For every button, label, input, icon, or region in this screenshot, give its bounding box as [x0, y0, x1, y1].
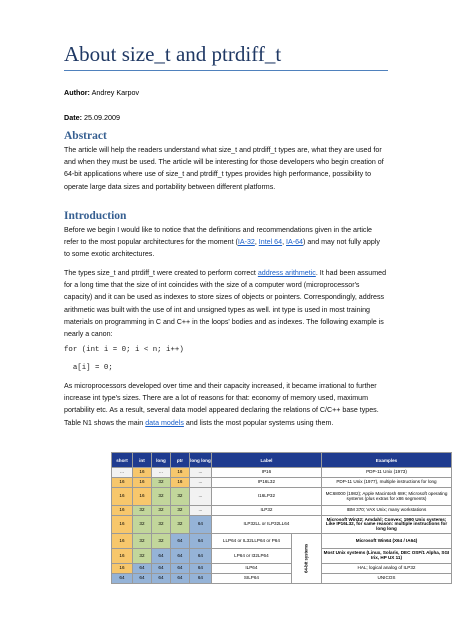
- intro-text: ,: [254, 238, 259, 247]
- model-label-cell: IP16: [211, 468, 321, 478]
- size-cell: 16: [112, 506, 133, 516]
- header-label: Label: [211, 453, 321, 468]
- link-ia64[interactable]: IA-64: [286, 238, 303, 247]
- size-cell: 64: [189, 549, 211, 564]
- size-cell: 16: [132, 478, 151, 488]
- size-cell: 16: [112, 488, 133, 506]
- abstract-heading: Abstract: [64, 130, 107, 142]
- title-underline: [64, 70, 388, 71]
- abstract-line: 64-bit applications where use of size_t and ptrdiff_t types provides high performance, possibility to: [64, 170, 372, 179]
- model-label-cell: ILP32LL or ILP32LL64: [211, 516, 321, 534]
- intro-line: nearly a canon:: [64, 330, 113, 339]
- header-examples: Examples: [321, 453, 451, 468]
- table-row: [112, 564, 452, 574]
- header-long: long: [151, 453, 170, 468]
- intro-paragraph-1: [64, 224, 394, 261]
- link-intel64[interactable]: Intel 64: [258, 238, 283, 247]
- intro-text: . It had been assumed: [315, 269, 387, 277]
- table-row: [112, 549, 452, 564]
- abstract-line: The article will help the readers understand what size_t and ptrdiff_t types are, what they are used for: [64, 146, 382, 154]
- examples-cell: HAL; logical analog of ILP32: [321, 564, 451, 574]
- size-cell: 16: [112, 534, 133, 549]
- intro-text: refer to the most popular architectures for the moment (: [64, 238, 238, 247]
- size-cell: 64: [189, 516, 211, 534]
- examples-cell: Microsoft Win32; Amdahl; Convex; 1990 Unix systems; Like IP16L32, for same reason: multiple instructions for long long: [321, 516, 451, 534]
- abstract-line: operate large data sizes and portability between different platforms.: [64, 182, 276, 191]
- intro-text: The types size_t and ptrdiff_t were created to perform correct: [64, 269, 258, 277]
- table-row: [112, 468, 452, 478]
- link-address-arithmetic[interactable]: address arithmetic: [257, 269, 316, 277]
- link-data-models[interactable]: data models: [145, 418, 184, 427]
- intro-line: arithmetic was built with the use of int and unsigned types as well. int type is used in most training: [64, 305, 370, 314]
- examples-cell: IBM 370; VAX Unix; many workstations: [321, 506, 451, 516]
- size-cell: 16: [132, 468, 151, 478]
- size-cell: 16: [112, 564, 133, 574]
- size-cell: 32: [132, 516, 151, 534]
- size-cell: 32: [151, 506, 170, 516]
- intro-line: Before we begin I would like to notice that the definitions and recommendations given in the article: [64, 226, 372, 234]
- size-cell: 32: [132, 534, 151, 549]
- size-cell: 32: [151, 516, 170, 534]
- size-cell: 16: [170, 468, 189, 478]
- size-cell: 16: [112, 516, 133, 534]
- code-line: for (int i = 0; i < n; i++): [64, 346, 184, 354]
- table-row: [112, 488, 452, 506]
- size-cell: 64: [170, 574, 189, 584]
- model-label-cell: SILP64: [211, 574, 291, 584]
- intro-line: portability etc. As a result, several data model appeared declaring the relations of C/C++ base types.: [64, 406, 379, 415]
- intro-text: ) and may not fully apply: [303, 238, 380, 247]
- size-cell: ...: [189, 478, 211, 488]
- intro-line: to some exotic architectures.: [64, 250, 155, 259]
- abstract-paragraph: [64, 144, 394, 193]
- size-cell: 32: [151, 488, 170, 506]
- intro-line: for a long time that the size of int coincides with the size of a computer word (microprocessor's: [64, 281, 360, 290]
- intro-line: [64, 236, 394, 248]
- header-short: short: [112, 453, 133, 468]
- size-cell: 16: [112, 549, 133, 564]
- code-line: a[i] = 0;: [64, 364, 113, 372]
- size-cell: 32: [151, 534, 170, 549]
- size-cell: 32: [132, 506, 151, 516]
- side-label-cell: [291, 534, 321, 584]
- size-cell: 32: [132, 549, 151, 564]
- examples-cell: Microsoft Win64 (X64 / IA64): [321, 534, 451, 549]
- size-cell: 64: [189, 574, 211, 584]
- size-cell: 32: [170, 488, 189, 506]
- size-cell: 16: [170, 478, 189, 488]
- size-cell: 64: [170, 534, 189, 549]
- model-label-cell: LP64 or I32LP64: [211, 549, 291, 564]
- size-cell: ...: [189, 488, 211, 506]
- intro-text: Table N1 shows the main: [64, 418, 146, 427]
- examples-cell: PDP-11 Unix (1977), multiple instructions for long: [321, 478, 451, 488]
- intro-line: materials on programming in C and C++ in the loops' bodies and as indexes. The following example is: [64, 317, 384, 326]
- size-cell: 64: [132, 564, 151, 574]
- intro-line: capacity) and it can be used as indexes to store sizes of objects or pointers. Correspondingly, address: [64, 293, 385, 302]
- side-label: 64-bit systems: [303, 543, 309, 574]
- size-cell: 32: [170, 506, 189, 516]
- intro-line: [64, 417, 394, 429]
- size-cell: 64: [151, 564, 170, 574]
- intro-line: As microprocessors developed over time and their capacity increased, it became irrational to further: [64, 382, 377, 390]
- size-cell: 64: [170, 549, 189, 564]
- size-cell: 64: [189, 534, 211, 549]
- examples-cell: MC68000 (1982); Apple Macintosh 68K; Microsoft operating systems (plus extras for x86 segments): [321, 488, 451, 506]
- intro-line: increase int type's sizes. There are a lot of reasons for that: economy of memory used, maximum: [64, 394, 369, 403]
- table-row: [112, 506, 452, 516]
- examples-cell: Most Unix systems (Linux, Solaris, DEC OSF/1 Alpha, SGI Irix, HP UX 11): [321, 549, 451, 564]
- abstract-line: and when they must be used. The article will be interesting for those developers who begin creation of: [64, 158, 384, 167]
- introduction-heading: Introduction: [64, 210, 127, 222]
- table-row: [112, 478, 452, 488]
- size-cell: 64: [170, 564, 189, 574]
- size-cell: ...: [189, 506, 211, 516]
- model-label-cell: ILP64: [211, 564, 291, 574]
- intro-text: ,: [282, 238, 287, 247]
- date-label: Date:: [64, 113, 82, 122]
- size-cell: 64: [112, 574, 133, 584]
- document-title: About size_t and ptrdiff_t: [64, 42, 282, 66]
- size-cell: 64: [189, 564, 211, 574]
- date-value: 25.09.2009: [83, 113, 120, 122]
- size-cell: ...: [151, 468, 170, 478]
- size-cell: 16: [132, 488, 151, 506]
- table-row: [112, 574, 452, 584]
- size-cell: ...: [189, 468, 211, 478]
- size-cell: 64: [151, 549, 170, 564]
- date-line: [64, 113, 120, 122]
- header-long-long: long long: [189, 453, 211, 468]
- size-cell: 64: [132, 574, 151, 584]
- link-ia32[interactable]: IA-32: [237, 238, 255, 247]
- model-label-cell: IP16L32: [211, 478, 321, 488]
- header-int: int: [132, 453, 151, 468]
- examples-cell: PDP-11 Unix (1973): [321, 468, 451, 478]
- examples-cell: UNICOS: [321, 574, 451, 584]
- header-ptr: ptr: [170, 453, 189, 468]
- table-row: [112, 534, 452, 549]
- size-cell: 16: [112, 478, 133, 488]
- author-line: [64, 88, 139, 97]
- size-cell: 64: [151, 574, 170, 584]
- size-cell: 32: [170, 516, 189, 534]
- author-label: Author:: [64, 88, 90, 97]
- model-label-cell: ILP32: [211, 506, 321, 516]
- size-cell: 32: [151, 478, 170, 488]
- intro-line: [64, 267, 394, 279]
- intro-paragraph-3: [64, 380, 394, 429]
- author-name: Andrey Karpov: [91, 88, 140, 97]
- model-label-cell: I16LP32: [211, 488, 321, 506]
- table-row: [112, 516, 452, 534]
- data-models-table: [111, 452, 452, 584]
- intro-paragraph-2: [64, 267, 394, 340]
- table-header-row: [112, 453, 452, 468]
- size-cell: ...: [112, 468, 133, 478]
- model-label-cell: LLP64 or IL32LLP64 or P64: [211, 534, 291, 549]
- intro-text: and lists the most popular systems using them.: [183, 418, 334, 427]
